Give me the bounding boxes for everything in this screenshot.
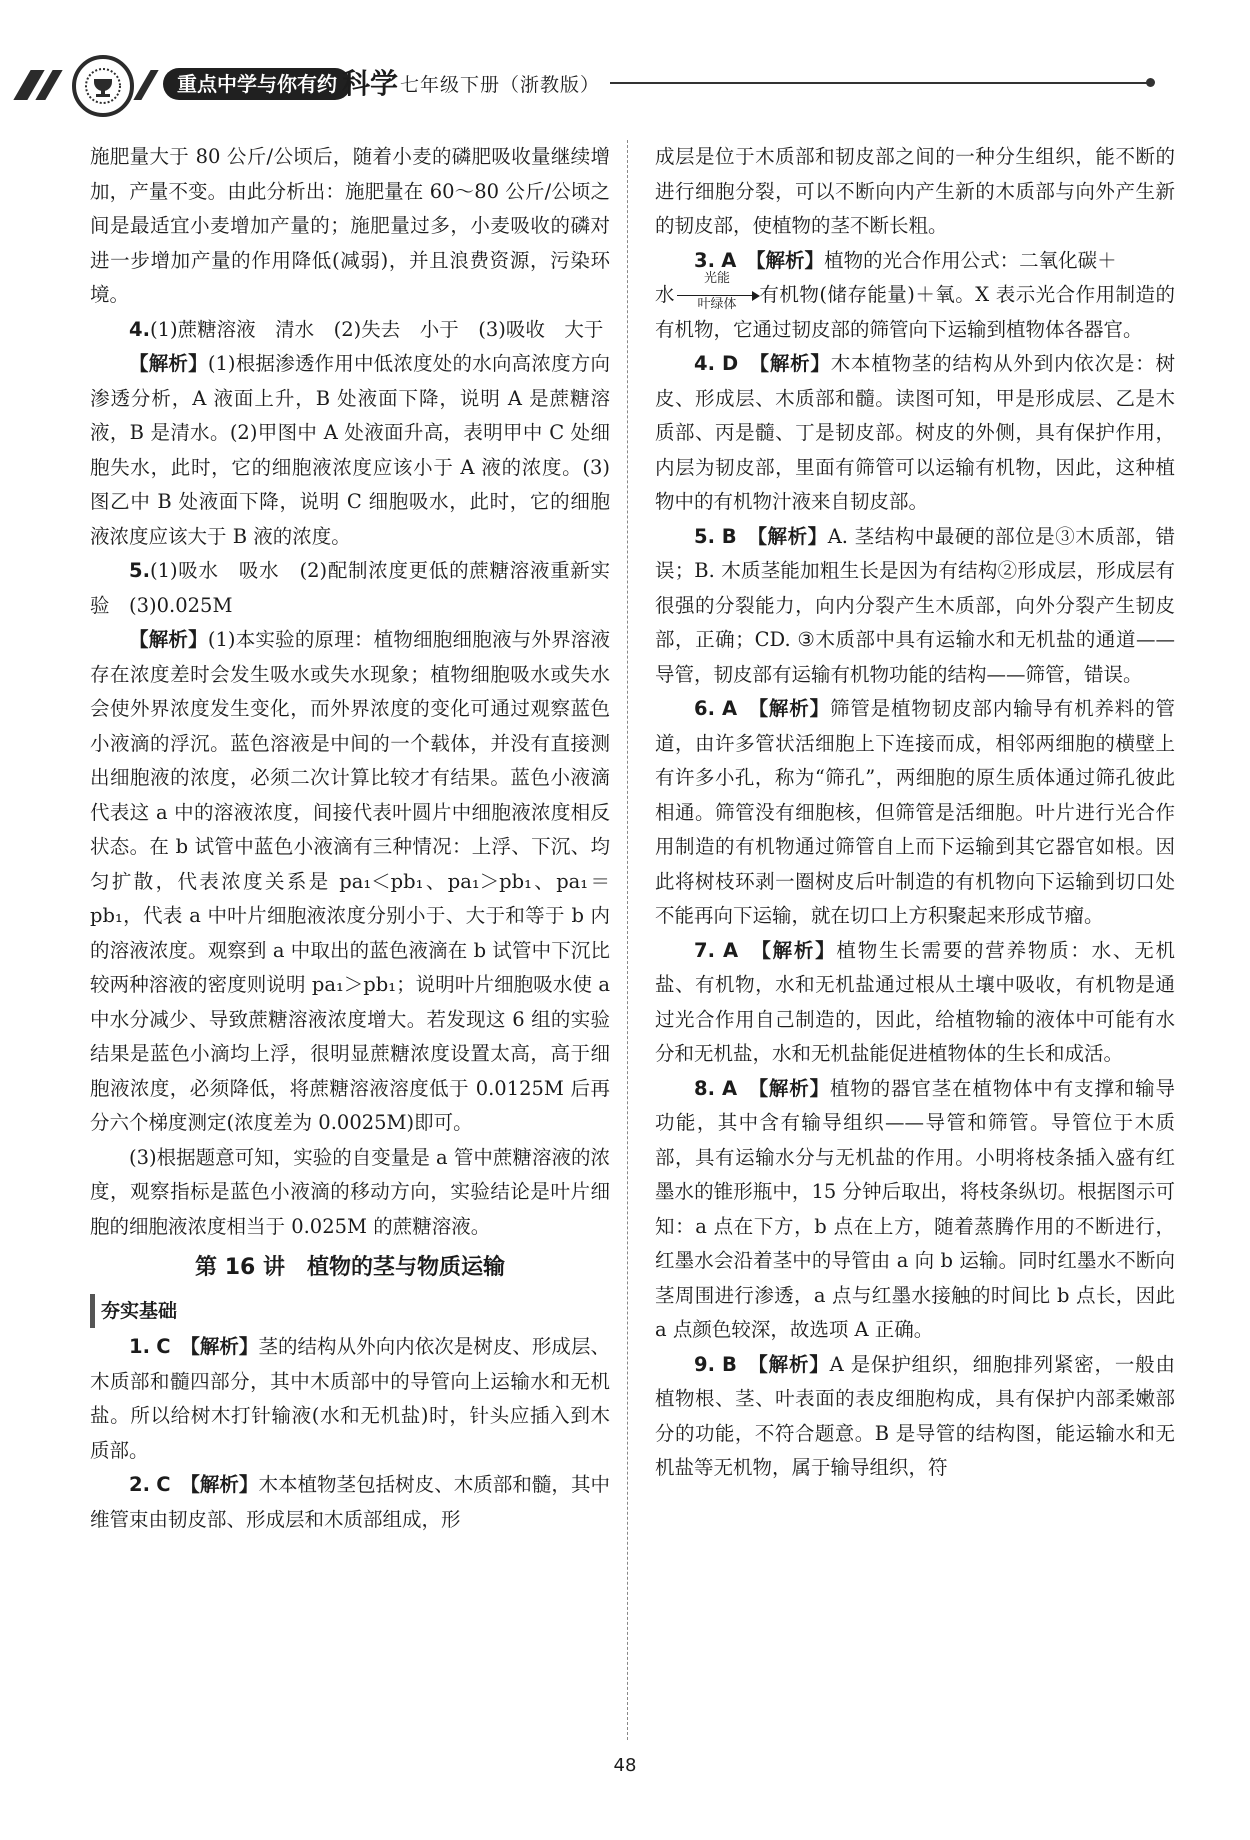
answer-item-5: 5.(1)吸水 吸水 (2)配制浓度更低的蔗糖溶液重新实验 (3)0.025M: [90, 559, 610, 617]
answer-item-16-8: 8. A 【解析】植物的器官茎在植物体中有支撑和输导功能，其中含有输导组织——导管和筛管。导管位于木质部，具有运输水分与无机盐的作用。小明将枝条插入盛有红墨水的锥形瓶中，15 分钟后取出，将枝条纵切。根据图示可知：a 点在下方，b 点在上方，随着蒸腾作用的不断进行，红墨水会沿着茎中的导管由 a 向 b 运输。同时红墨水不断向茎周围进行渗透，a 点与红墨水接触的时间比 b 点长，因此 a 点颜色较深，故选项 A 正确。: [655, 1076, 1175, 1341]
header-stripe: [133, 70, 158, 100]
reaction-arrow: 光能 叶绿体: [675, 286, 759, 306]
subject-title: 科学: [342, 67, 399, 100]
page-number: 48: [613, 1755, 637, 1776]
explanation-5: 【解析】(1)本实验的原理：植物细胞细胞液与外界溶液存在浓度差时会发生吸水或失水现象；植物细胞吸水或失水会使外界浓度发生变化，而外界浓度的变化可通过观察蓝色小液滴的浮沉。蓝色溶液是中间的一个载体，并没有直接测出细胞液的浓度，必须二次计算比较才有结果。蓝色小液滴代表这 a 中的溶液浓度，间接代表叶圆片中细胞液浓度相反状态。在 b 试管中蓝色小液滴有三种情况：上浮、下沉、均匀扩散，代表浓度关系是 pa₁＜pb₁、pa₁＞pb₁、pa₁＝pb₁，代表 a 中叶片细胞液浓度分别小于、大于和等于 b 内的溶液浓度。观察到 a 中取出的蓝色液滴在 b 试管中下沉比较两种溶液的密度则说明 pa₁＞pb₁；说明叶片细胞吸水使 a 中水分减少、导致蔗糖溶液浓度增大。若发现这 6 组的实验结果是蓝色小滴均上浮，很明显蔗糖浓度设置太高，高于细胞液浓度，必须降低，将蔗糖溶液溶度低于 0.0125M 后再分六个梯度测定(浓度差为 0.0025M)即可。: [90, 628, 610, 1134]
answer-item-16-2: 2. C 【解析】木本植物茎包括树皮、木质部和髓，其中维管束由韧皮部、形成层和木质部组成，形: [90, 1473, 610, 1531]
answer-item-16-4: 4. D 【解析】木本植物茎的结构从外到内依次是：树皮、形成层、木质部和髓。读图可知，甲是形成层、乙是木质部、丙是髓、丁是韧皮部。树皮的外侧，具有保护作用，内层为韧皮部，里面有筛管可以运输有机物，因此，这种植物中的有机物汁液来自韧皮部。: [655, 352, 1175, 513]
right-column: [655, 140, 1175, 1486]
section-title: 第 16 讲 植物的茎与物质运输: [195, 1255, 505, 1280]
answer-item-16-3: 3. A 【解析】植物的光合作用公式：二氧化碳＋: [694, 248, 1117, 272]
answer-item-16-1: 1. C 【解析】茎的结构从外向内依次是树皮、形成层、木质部和髓四部分，其中木质部中的导管向上运输水和无机盐。所以给树木打针输液(水和无机盐)时，针头应插入到木质部。: [90, 1335, 610, 1462]
column-divider: [627, 140, 628, 1740]
header-rule-dot: [1146, 78, 1155, 87]
grade-label: 七年级下册（浙教版）: [400, 74, 601, 96]
school-emblem-icon: [72, 55, 134, 117]
photosynthesis-formula-line: 水 光能 叶绿体 有机物(储存能量)＋氧。X 表示光合作用制造的有机物，它通过韧皮部的筛管向下运输到植物体各器官。: [655, 270, 1175, 341]
answer-item-16-7: 7. A 【解析】植物生长需要的营养物质：水、无机盐、有机物，水和无机盐通过根从土壤中吸收，有机物是通过光合作用自己制造的，因此，给植物输的液体中可能有水分和无机盐，水和无机盐能促进植物体的生长和成活。: [655, 938, 1175, 1065]
subsection-heading: 夯实基础: [90, 1294, 177, 1328]
answer-item-16-9: 9. B 【解析】A 是保护组织，细胞排列紧密，一般由植物根、茎、叶表面的表皮细胞构成，具有保护内部柔嫩部分的功能，不符合题意。B 是导管的结构图，能运输水和无机盐等无机物，属于输导组织，符: [655, 1352, 1176, 1479]
answer-item-4: 4.(1)蔗糖溶液 清水 (2)失去 小于 (3)吸收 大于: [129, 317, 604, 341]
answer-paragraph: 施肥量大于 80 公斤/公顷后，随着小麦的磷肥吸收量继续增加，产量不变。由此分析出：施肥量在 60～80 公斤/公顷之间是最适宜小麦增加产量的；施肥量过多，小麦吸收的磷对进一步增加产量的作用降低(减弱)，并且浪费资源，污染环境。: [90, 145, 610, 306]
answer-item-16-6: 6. A 【解析】筛管是植物韧皮部内输导有机养料的管道，由许多管状活细胞上下连接而成，相邻两细胞的横壁上有许多小孔，称为“筛孔”，两细胞的原生质体通过筛孔彼此相通。筛管没有细胞核，但筛管是活细胞。叶片进行光合作用制造的有机物通过筛管自上而下运输到其它器官如根。因此将树枝环剥一圈树皮后叶制造的有机物向下运输到切口处不能再向下运输，就在切口上方积聚起来形成节瘤。: [655, 697, 1175, 927]
answer-paragraph-continued: 成层是位于木质部和韧皮部之间的一种分生组织，能不断的进行细胞分裂，可以不断向内产生新的木质部与向外产生新的韧皮部，使植物的茎不断长粗。: [655, 145, 1175, 237]
page-header: [0, 0, 1250, 130]
left-column: [90, 140, 610, 1537]
explanation-4: 【解析】(1)根据渗透作用中低浓度处的水向高浓度方向渗透分析，A 液面上升，B 处液面下降，说明 A 是蔗糖溶液，B 是清水。(2)甲图中 A 处液面升高，表明甲中 C 处细胞失水，此时，它的细胞液浓度应该小于 A 液的浓度。(3)图乙中 B 处液面下降，说明 C 细胞吸水，此时，它的细胞液浓度应该大于 B 液的浓度。: [90, 352, 610, 548]
series-title: 重点中学与你有约: [163, 68, 351, 100]
explanation-5-part3: (3)根据题意可知，实验的自变量是 a 管中蔗糖溶液的浓度，观察指标是蓝色小液滴的移动方向，实验结论是叶片细胞的细胞液浓度相当于 0.025M 的蔗糖溶液。: [90, 1145, 610, 1238]
answer-item-16-5: 5. B 【解析】A. 茎结构中最硬的部位是③木质部，错误；B. 木质茎能加粗生长是因为有结构②形成层，形成层有很强的分裂能力，向内分裂产生木质部，向外分裂产生韧皮部，正确；CD. ③木质部中具有运输水和无机盐的通道——导管，韧皮部有运输有机物功能的结构——筛管，错误。: [655, 524, 1175, 686]
header-rule: [610, 82, 1150, 84]
